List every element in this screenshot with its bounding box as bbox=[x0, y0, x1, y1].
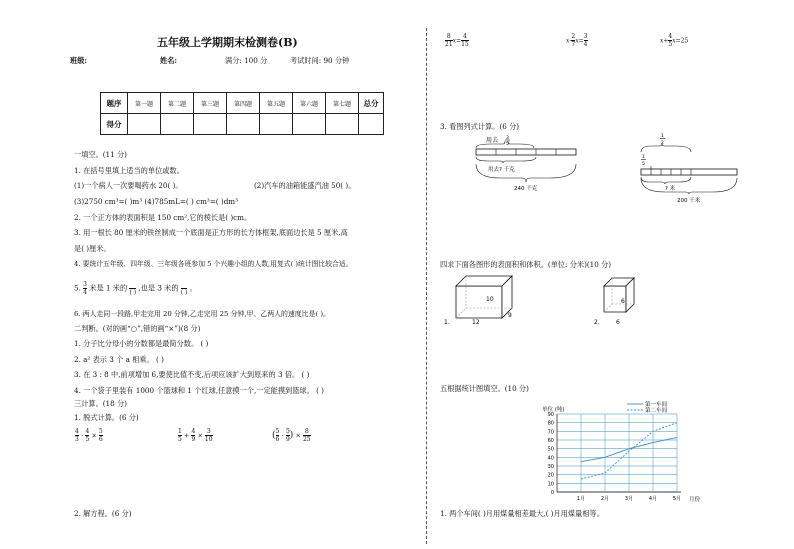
score-cell[interactable] bbox=[227, 114, 260, 135]
score-col-2: 第二题 bbox=[161, 93, 194, 114]
chart-y-tick-label: 20 bbox=[547, 472, 554, 479]
chart-grid bbox=[557, 414, 681, 492]
q5-blank-fraction-2[interactable]: 0 ( ) bbox=[180, 281, 188, 296]
score-col-5: 第五题 bbox=[260, 93, 293, 114]
question-1a: (1)一个病人一次要喝药水 20( )。 bbox=[74, 181, 183, 190]
chart-x-tick-label: 3月 bbox=[624, 496, 634, 502]
section-1-title: 一填空。(11 分) bbox=[74, 150, 127, 159]
d1-total: 240 千克 bbox=[514, 186, 538, 192]
score-col-total: 总分 bbox=[359, 93, 384, 114]
d1-bar bbox=[476, 149, 576, 155]
name-label: 姓名: bbox=[160, 56, 178, 65]
chart-x-tick-label: 5月 bbox=[672, 496, 682, 502]
cuboid-length: 12 bbox=[472, 319, 480, 326]
cube-edge-length: 6 bbox=[616, 319, 620, 326]
blank-denominator: ( ) bbox=[129, 289, 137, 296]
chart-y-tick-label: 40 bbox=[547, 455, 554, 462]
chart-question-1: 1. 两个车间( )月用煤量相差最大,( )月用煤量相等。 bbox=[440, 509, 604, 518]
question-1c: (3)2750 cm³=( )m³ (4)785mL=( ) cm³=( )dm³ bbox=[74, 197, 238, 206]
score-cell[interactable] bbox=[128, 114, 161, 135]
equation-3: x+ $\frac{4}{5}$ x=25 bbox=[660, 33, 689, 48]
expression-3: ( $\frac{5}{6}$ - $\frac{5}{9}$ ) × $\frac{8}{25}$ bbox=[272, 428, 311, 443]
line-chart bbox=[535, 400, 705, 505]
question-1b: (2)汽车的油箱能盛汽油 50( )。 bbox=[254, 181, 356, 190]
chart-y-tick-label: 0 bbox=[550, 490, 554, 496]
score-cell[interactable] bbox=[359, 114, 384, 135]
score-col-1: 第一题 bbox=[128, 93, 161, 114]
score-table-score-row bbox=[101, 114, 384, 135]
q5-prefix: 5. bbox=[74, 283, 81, 293]
d2-side-den: 5 bbox=[642, 162, 645, 167]
cuboid-width: 9 bbox=[508, 312, 512, 319]
score-table bbox=[100, 92, 384, 135]
expression-2: $\frac{1}{5}$ + $\frac{4}{9}$ × $\frac{3}{10}$ bbox=[178, 428, 213, 443]
fraction: $\frac{8}{21}$ bbox=[445, 33, 453, 48]
equation-2: x- $\frac{2}{7}$ x= $\frac{3}{4}$ bbox=[566, 33, 588, 48]
cube-edge-height: 6 bbox=[621, 298, 625, 305]
column-divider bbox=[426, 28, 427, 544]
score-cell[interactable] bbox=[293, 114, 326, 135]
question-3-line2: 是( )厘米。 bbox=[74, 244, 111, 253]
segment-diagram-1 bbox=[470, 132, 585, 192]
exam-time-label: 考试时间: 90 分钟 bbox=[290, 56, 350, 65]
q5-blank-fraction-1[interactable]: 0 ( ) bbox=[129, 281, 137, 296]
chart-y-tick-label: 30 bbox=[547, 464, 554, 470]
fraction: $\frac{3}{4}$ bbox=[583, 33, 588, 48]
section-3-title: 三计算。(18 分) bbox=[74, 399, 127, 408]
score-col-3: 第三题 bbox=[194, 93, 227, 114]
q5-fraction bbox=[83, 281, 87, 296]
score-cell[interactable] bbox=[161, 114, 194, 135]
question-3-line1: 3. 用一根长 80 厘米的铁丝制成一个底面是正方形的长方体框架,底面边长是 5 厘米,高 bbox=[74, 228, 348, 237]
section-4-title: 四求下面各图形的表面积和体积。(单位: 分米)(10 分) bbox=[440, 260, 612, 269]
judge-2: 2. a² 表示 3 个 a 相乘。 ( ) bbox=[74, 355, 164, 364]
full-score-label: 满分: 100 分 bbox=[225, 56, 268, 65]
equation-1: $\frac{8}{21}$ x= $\frac{4}{15}$ bbox=[445, 33, 469, 48]
section-2-title: 二判断。(对的画“○”,错的画“×”)(8 分) bbox=[74, 324, 201, 333]
fraction: $\frac{3}{10}$ bbox=[204, 428, 213, 443]
question-2: 2. 一个正方体的表面积是 150 cm²,它的棱长是( )cm。 bbox=[74, 213, 252, 222]
cube-number: 2. bbox=[594, 319, 600, 326]
fraction: $\frac{5}{6}$ bbox=[275, 428, 280, 443]
chart-legend-label: 第一车间 bbox=[645, 402, 668, 408]
chart-y-tick-label: 10 bbox=[547, 481, 554, 488]
d2-total: 200 千米 bbox=[677, 198, 701, 204]
question-6: 6. 两人走同一段路,甲走完用 20 分钟,乙走完用 25 分钟,甲、乙两人的速度比是( )。 bbox=[74, 310, 330, 318]
chart-x-tick-label: 1月 bbox=[576, 496, 586, 502]
chart-x-axis-label: 月份 bbox=[689, 497, 701, 503]
score-col-4: 第四题 bbox=[227, 93, 260, 114]
question-1: 1. 在括号里填上适当的单位或数。 bbox=[74, 166, 184, 175]
page-title: 五年级上学期期末检测卷(B) bbox=[157, 36, 298, 49]
chart-y-axis-label: 单位 (吨) bbox=[542, 407, 565, 413]
fraction: $\frac{2}{7}$ bbox=[571, 33, 576, 48]
blank-denominator: ( ) bbox=[180, 289, 188, 296]
fraction-denominator: 4 bbox=[83, 289, 87, 296]
score-table-head-score: 得分 bbox=[101, 114, 128, 135]
judge-4: 4. 一个袋子里装有 1000 个篮球和 1 个红球,任意摸一个,一定能摸到篮球。 ( ) bbox=[74, 386, 324, 395]
fraction: $\frac{1}{5}$ bbox=[178, 428, 182, 443]
fraction: $\frac{4}{9}$ bbox=[191, 428, 196, 443]
d2-side-num: 1 bbox=[642, 155, 645, 160]
chart-legend bbox=[627, 400, 668, 414]
judge-3: 3. 在 3 : 8 中,前项增加 6,要使比值不变,后项应该扩大到原来的 3 倍。 ( ) bbox=[74, 370, 310, 379]
d1-frac-den: 5 bbox=[506, 142, 509, 147]
chart-y-tick-label: 60 bbox=[547, 438, 554, 444]
fraction: $\frac{8}{25}$ bbox=[302, 428, 311, 443]
fraction: $\frac{4}{5}$ bbox=[668, 33, 673, 48]
score-cell[interactable] bbox=[260, 114, 293, 135]
fraction: $\frac{5}{9}$ bbox=[285, 428, 290, 443]
calc-2-title: 2. 解方程。(6 分) bbox=[74, 509, 132, 518]
chart-y-tick-label: 70 bbox=[547, 429, 554, 436]
q5-text-1: 米是 1 米的 bbox=[89, 283, 128, 293]
cuboid-number: 1. bbox=[444, 319, 450, 326]
score-cell[interactable] bbox=[194, 114, 227, 135]
diagram-calc-title: 3. 看图列式计算。(6 分) bbox=[440, 122, 520, 131]
fraction-numerator: 3 bbox=[83, 281, 87, 288]
score-col-7: 第七题 bbox=[326, 93, 359, 114]
segment-diagram-2 bbox=[635, 130, 745, 206]
chart-y-tick-label: 80 bbox=[547, 420, 554, 427]
question-5 bbox=[74, 281, 197, 296]
chart-y-tick-label: 90 bbox=[547, 412, 554, 418]
chart-x-tick-label: 2月 bbox=[600, 496, 610, 502]
chart-x-tick-label: 4月 bbox=[648, 496, 658, 502]
d2-top-num: 1 bbox=[661, 134, 664, 139]
cuboid-figure bbox=[440, 272, 520, 330]
d2-bar bbox=[641, 169, 737, 175]
cube-figure bbox=[590, 272, 650, 330]
chart-y-tick-label: 50 bbox=[547, 446, 554, 453]
chart-y-ticks bbox=[548, 412, 554, 496]
score-table-head-order: 题序 bbox=[101, 93, 128, 114]
fraction: $\frac{4}{3}$ bbox=[75, 428, 79, 443]
d1-frac-num: 3 bbox=[506, 136, 509, 141]
d2-top-den: 2 bbox=[661, 141, 664, 146]
question-4: 4. 要统计五年级、四年级、三年级各班参加 5 个兴趣小组的人数,用复式( )统计图比较合适。 bbox=[74, 260, 353, 268]
chart-x-ticks bbox=[577, 495, 681, 502]
fraction: $\frac{4}{5}$ bbox=[85, 428, 90, 443]
score-col-6: 第六题 bbox=[293, 93, 326, 114]
fraction: $\frac{5}{6}$ bbox=[98, 428, 103, 443]
score-table-header-row bbox=[101, 93, 384, 114]
class-label: 班级: bbox=[70, 56, 88, 65]
d2-question: ? 米 bbox=[665, 186, 676, 192]
judge-1: 1. 分子比分母小的分数都是最简分数。 ( ) bbox=[74, 339, 209, 348]
score-cell[interactable] bbox=[326, 114, 359, 135]
chart-legend-label: 第二车间 bbox=[645, 408, 668, 414]
cuboid-height: 10 bbox=[486, 296, 494, 303]
d1-question: 用去? 千克 bbox=[488, 167, 515, 173]
d1-used-label: 用去 bbox=[486, 137, 499, 144]
expression-1: $\frac{4}{3}$ - $\frac{4}{5}$ × $\frac{5}{6}$ bbox=[75, 428, 103, 443]
q5-end: 。 bbox=[189, 283, 197, 293]
q5-text-2: ,也是 3 米的 bbox=[138, 283, 179, 293]
fraction: $\frac{4}{15}$ bbox=[461, 33, 469, 48]
calc-1-title: 1. 脱式计算。(6 分) bbox=[74, 413, 139, 422]
section-5-title: 五根据统计图填空。(10 分) bbox=[440, 384, 529, 393]
